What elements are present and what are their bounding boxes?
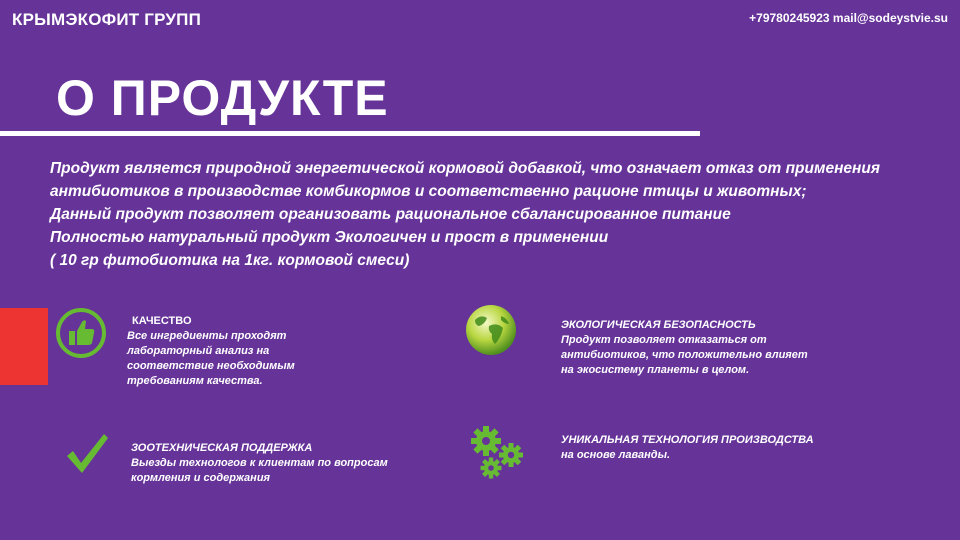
- checkmark-icon: [64, 430, 110, 476]
- feature-quality: [127, 314, 347, 389]
- feature-title: КАЧЕСТВО: [132, 315, 192, 327]
- feature-desc-line: на основе лаванды.: [561, 449, 671, 461]
- intro-line: Данный продукт позволяет организовать рациональное сбалансированное питание: [50, 206, 731, 223]
- feature-title: УНИКАЛЬНАЯ ТЕХНОЛОГИЯ ПРОИЗВОДСТВА: [561, 434, 814, 446]
- feature-desc-line: лабораторный анализ на: [127, 345, 270, 357]
- feature-support: [131, 441, 431, 486]
- red-accent-block: [0, 308, 48, 385]
- feature-desc-line: антибиотиков, что положительно влияет: [561, 349, 808, 361]
- feature-desc-line: соответствие необходимым: [127, 360, 295, 372]
- feature-desc-line: Продукт позволяет отказаться от: [561, 334, 767, 346]
- contact-info[interactable]: +79780245923 mail@sodeystvie.su: [749, 11, 948, 25]
- feature-desc-line: на экосистему планеты в целом.: [561, 364, 750, 376]
- intro-line: антибиотиков в производстве комбикормов и соответственно рационе птицы и животных;: [50, 183, 807, 200]
- feature-ecology: [561, 318, 881, 378]
- title-underline: [0, 131, 700, 136]
- gears-icon: [468, 424, 528, 482]
- globe-icon: [465, 304, 517, 356]
- feature-title: ЗООТЕХНИЧЕСКАЯ ПОДДЕРЖКА: [131, 442, 313, 454]
- intro-line: Продукт является природной энергетической кормовой добавкой, что означает отказ от применения: [50, 160, 881, 177]
- thumbs-up-icon: [55, 307, 107, 359]
- feature-title: ЭКОЛОГИЧЕСКАЯ БЕЗОПАСНОСТЬ: [561, 319, 756, 331]
- intro-text: [50, 157, 930, 272]
- feature-desc-line: кормления и содержания: [131, 472, 271, 484]
- feature-desc-line: Все ингредиенты проходят: [127, 330, 287, 342]
- page-title: О ПРОДУКТЕ: [56, 70, 389, 126]
- company-name: КРЫМЭКОФИТ ГРУПП: [12, 10, 202, 29]
- intro-line: ( 10 гр фитобиотика на 1кг. кормовой смеси): [50, 252, 410, 269]
- feature-technology: [561, 433, 881, 463]
- feature-desc-line: требованиям качества.: [127, 375, 263, 387]
- intro-line: Полностью натуральный продукт Экологичен и прост в применении: [50, 229, 609, 246]
- feature-desc-line: Выезды технологов к клиентам по вопросам: [131, 457, 388, 469]
